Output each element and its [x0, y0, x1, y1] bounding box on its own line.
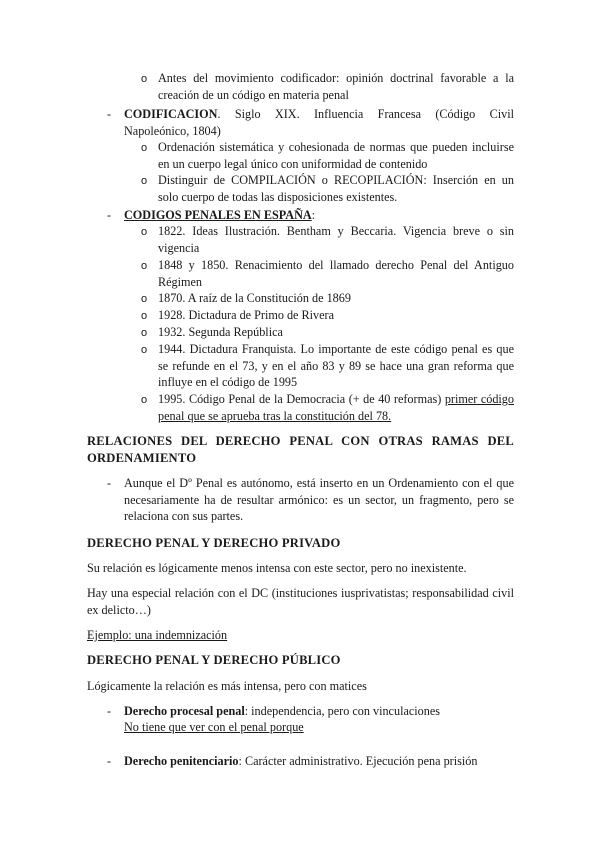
list-dash: - — [107, 208, 112, 222]
paragraph: Hay una especial relación con el DC (instituciones iusprivatistas; responsabilidad civil ex delicto…) — [87, 586, 514, 617]
codificacion-text: . Siglo XIX. Influencia Francesa (Código Civil Napoleónico, 1804) — [124, 107, 514, 138]
list-bullet: o — [141, 175, 148, 187]
list-bullet: o — [141, 344, 148, 356]
list-item: 1870. A raíz de la Constitución de 1869 — [158, 291, 351, 305]
list-bullet: o — [141, 310, 148, 322]
list-dash: - — [107, 754, 112, 768]
list-item: Distinguir de COMPILACIÓN o RECOPILACIÓN: Inserción en un solo cuerpo de todas las disposiciones existentes. — [158, 173, 514, 204]
list-item-codificacion — [124, 106, 514, 139]
list-dash: - — [107, 704, 112, 718]
list-bullet: o — [141, 260, 148, 272]
codigos-colon: : — [311, 208, 316, 222]
procesal-title: Derecho procesal penal — [124, 704, 245, 718]
paragraph: Lógicamente la relación es más intensa, pero con matices — [87, 679, 367, 693]
penitenciario-title: Derecho penitenciario — [124, 754, 239, 768]
paragraph: Su relación es lógicamente menos intensa con este sector, pero no inexistente. — [87, 561, 467, 575]
code-1995-underlined: primer código penal que se aprueba tras la constitución del 78. — [158, 392, 514, 423]
codificacion-title: CODIFICACION — [124, 107, 218, 121]
list-item-procesal — [124, 703, 514, 720]
section-heading-publico: DERECHO PENAL Y DERECHO PÚBLICO — [87, 653, 341, 667]
procesal-note: No tiene que ver con el penal porque — [124, 720, 304, 734]
list-item: Ordenación sistemática y cohesionada de normas que pueden incluirse en un cuerpo legal único con uniformidad de contenido — [158, 140, 514, 171]
list-dash: - — [107, 476, 112, 490]
list-bullet: o — [141, 327, 148, 339]
list-dash: - — [107, 107, 112, 121]
list-item: 1928. Dictadura de Primo de Rivera — [158, 308, 334, 322]
list-bullet: o — [141, 73, 148, 85]
list-item: Aunque el Dº Penal es autónomo, está inserto en un Ordenamiento con el que necesariamente ha de resultar armónico: es un sector, un fragmento, pero se relaciona con sus partes. — [124, 476, 514, 524]
list-bullet: o — [141, 142, 148, 154]
penitenciario-text: : Carácter administrativo. Ejecución pena prisión — [238, 754, 478, 768]
list-item-1995 — [158, 391, 514, 424]
list-bullet: o — [141, 226, 148, 238]
list-item: Antes del movimiento codificador: opinión doctrinal favorable a la creación de un código en materia penal — [158, 71, 514, 102]
list-item: 1848 y 1850. Renacimiento del llamado derecho Penal del Antiguo Régimen — [158, 258, 514, 289]
list-item: 1822. Ideas Ilustración. Bentham y Beccaria. Vigencia breve o sin vigencia — [158, 224, 514, 255]
list-item: 1944. Dictadura Franquista. Lo importante de este código penal es que se refunde en el 73, y en el año 83 y 89 se hace una gran reforma que influye en el código de 1995 — [158, 342, 514, 390]
list-item: 1932. Segunda República — [158, 325, 283, 339]
list-item-penitenciario — [124, 753, 514, 770]
example-text: Ejemplo: una indemnización — [87, 628, 228, 642]
list-item-codigos — [124, 207, 514, 224]
list-bullet: o — [141, 394, 148, 406]
list-bullet: o — [141, 293, 148, 305]
code-1995-text: 1995. Código Penal de la Democracia (+ de 40 reformas) — [158, 392, 445, 406]
section-heading-privado: DERECHO PENAL Y DERECHO PRIVADO — [87, 536, 341, 550]
section-heading-relaciones: RELACIONES DEL DERECHO PENAL CON OTRAS RAMAS DEL ORDENAMIENTO — [87, 434, 514, 465]
procesal-text: : independencia, pero con vinculaciones — [244, 704, 440, 718]
codigos-title: CODIGOS PENALES EN ESPAÑA — [124, 208, 312, 222]
